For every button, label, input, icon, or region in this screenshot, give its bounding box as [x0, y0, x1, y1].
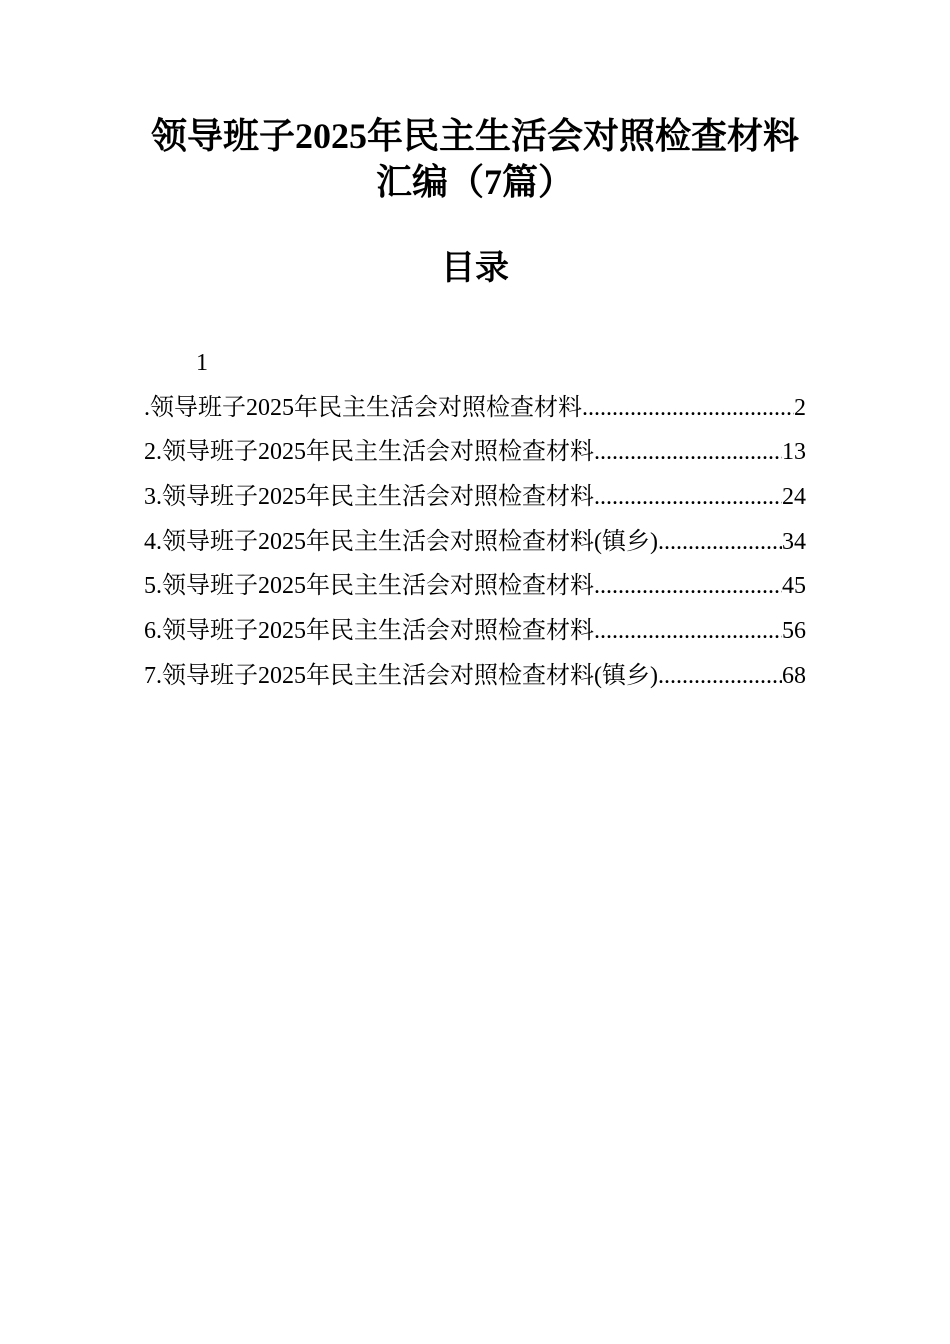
toc-entry-7[interactable]: [144, 660, 806, 692]
document-title-line-1: 领导班子2025年民主生活会对照检查材料: [150, 116, 799, 156]
toc-entry-1[interactable]: [144, 392, 806, 424]
toc-entry-1-number: 1: [196, 350, 208, 376]
toc-dot-leader: [594, 436, 782, 468]
toc-entry-2[interactable]: [144, 436, 806, 468]
toc-dot-leader: [594, 570, 782, 602]
toc-page-number: 34: [782, 529, 806, 555]
toc-entry-text: 3.领导班子2025年民主生活会对照检查材料: [144, 484, 594, 510]
toc-entry-6[interactable]: [144, 615, 806, 647]
toc-entry-text: .领导班子2025年民主生活会对照检查材料: [144, 395, 582, 421]
toc-page-number: 24: [782, 484, 806, 510]
toc-entry-text: 2.领导班子2025年民主生活会对照检查材料: [144, 439, 594, 465]
toc-dot-leader: [658, 526, 782, 558]
toc-dot-leader: [582, 392, 794, 424]
toc-entry-4[interactable]: [144, 526, 806, 558]
document-title-line-2: 汇编（7篇）: [375, 162, 574, 202]
toc-entry-3[interactable]: [144, 481, 806, 513]
toc-page-number: 56: [782, 618, 806, 644]
toc-page-number: 45: [782, 573, 806, 599]
toc-page-number: 2: [794, 395, 806, 421]
toc-entry-text: 7.领导班子2025年民主生活会对照检查材料(镇乡): [144, 663, 658, 689]
toc-dot-leader: [594, 615, 782, 647]
toc-dot-leader: [594, 481, 782, 513]
toc-page-number: 13: [782, 439, 806, 465]
toc-entry-text: 6.领导班子2025年民主生活会对照检查材料: [144, 618, 594, 644]
toc-page-number: 68: [782, 663, 806, 689]
toc-heading: 目录: [441, 250, 509, 287]
toc-entry-5[interactable]: [144, 570, 806, 602]
toc-dot-leader: [658, 660, 782, 692]
toc-entry-text: 4.领导班子2025年民主生活会对照检查材料(镇乡): [144, 529, 658, 555]
toc-entry-text: 5.领导班子2025年民主生活会对照检查材料: [144, 573, 594, 599]
